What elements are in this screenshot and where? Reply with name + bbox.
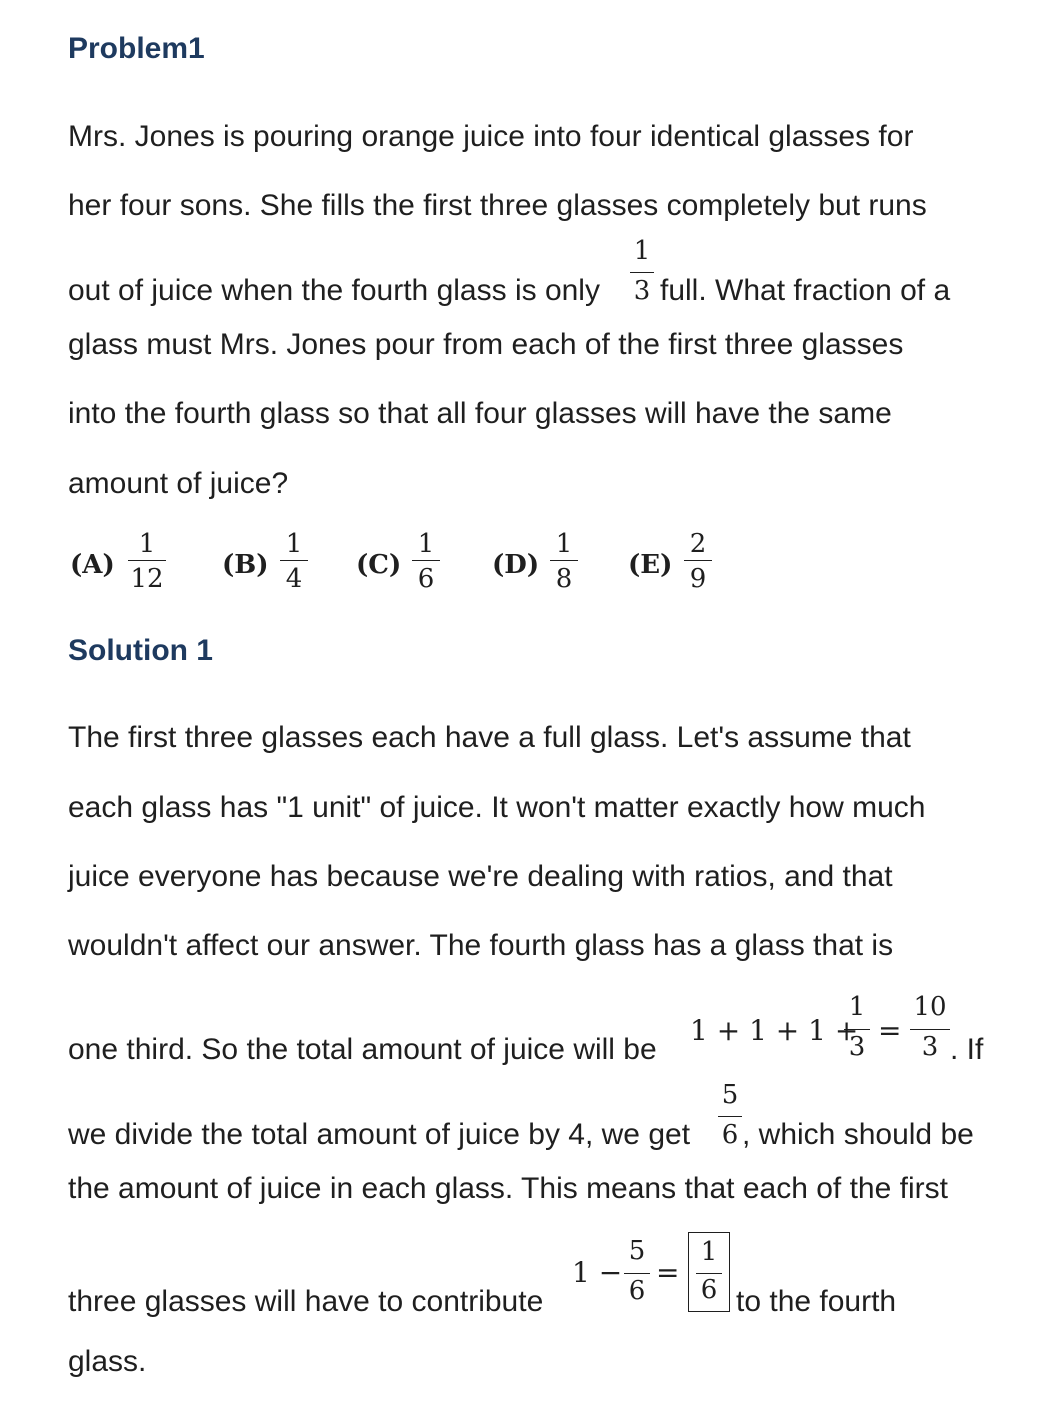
choice-label: (D) bbox=[492, 550, 540, 580]
fraction-bar bbox=[630, 272, 654, 273]
answer-choices bbox=[68, 528, 768, 608]
solution-line-8: three glasses will have to contribute bbox=[68, 1285, 544, 1318]
solution-line-5: one third. So the total amount of juice will be bbox=[68, 1033, 657, 1066]
choice-label: (E) bbox=[628, 550, 673, 580]
problem-line-2: her four sons. She fills the first three glasses completely but runs bbox=[68, 189, 927, 222]
problem-line-3-cont: full. What fraction of a bbox=[660, 274, 951, 307]
fraction-numerator: 5 bbox=[721, 1080, 739, 1110]
problem-line-5: into the fourth glass so that all four glasses will have the same bbox=[68, 397, 892, 430]
fraction-denominator: 6 bbox=[721, 1120, 739, 1150]
solution-line-3: juice everyone has because we're dealing with ratios, and that bbox=[68, 860, 893, 893]
choice-fraction bbox=[412, 528, 440, 593]
fraction-five-sixths bbox=[718, 1080, 742, 1152]
fraction-numerator: 10 bbox=[913, 992, 947, 1022]
answer-box bbox=[688, 1232, 730, 1312]
choice-label: (A) bbox=[70, 550, 115, 580]
fraction-bar bbox=[624, 1273, 650, 1274]
fraction-denominator: 3 bbox=[633, 276, 651, 306]
choice-numerator: 1 bbox=[285, 529, 303, 559]
fraction-numerator: 5 bbox=[628, 1236, 646, 1266]
solution-line-4: wouldn't affect our answer. The fourth glass has a glass that is bbox=[68, 929, 894, 962]
equals-sign: = bbox=[878, 1014, 902, 1047]
equals-sign: = bbox=[656, 1256, 680, 1289]
choice-fraction bbox=[128, 528, 166, 593]
equation-prefix: 1 − bbox=[572, 1256, 623, 1289]
choice-numerator: 1 bbox=[138, 529, 156, 559]
solution-line-1: The first three glasses each have a full glass. Let's assume that bbox=[68, 721, 911, 754]
equation-prefix: 1 + 1 + 1 + bbox=[690, 1014, 859, 1047]
fraction-denominator: 3 bbox=[848, 1032, 866, 1062]
choice-fraction bbox=[684, 528, 712, 593]
fraction-numerator: 1 bbox=[700, 1237, 718, 1267]
solution-heading: Solution 1 bbox=[68, 634, 213, 667]
solution-line-6: we divide the total amount of juice by 4, we get bbox=[68, 1118, 691, 1151]
choice-fraction bbox=[280, 528, 308, 593]
choice-fraction bbox=[550, 528, 578, 593]
problem-line-4: glass must Mrs. Jones pour from each of the first three glasses bbox=[68, 328, 904, 361]
solution-line-2: each glass has "1 unit" of juice. It won't matter exactly how much bbox=[68, 791, 926, 824]
choice-numerator: 1 bbox=[417, 529, 435, 559]
fraction-ten-thirds bbox=[910, 992, 950, 1068]
choice-denominator: 4 bbox=[285, 564, 303, 594]
choice-numerator: 1 bbox=[555, 529, 573, 559]
choice-denominator: 8 bbox=[555, 564, 573, 594]
solution-line-7: the amount of juice in each glass. This means that each of the first bbox=[68, 1172, 948, 1205]
solution-line-6-cont: , which should be bbox=[742, 1118, 974, 1151]
solution-line-9: glass. bbox=[68, 1345, 147, 1378]
fraction-five-sixths bbox=[624, 1236, 650, 1312]
solution-line-5-cont: . If bbox=[950, 1033, 984, 1066]
fraction-answer bbox=[696, 1237, 722, 1309]
fraction-numerator: 1 bbox=[848, 992, 866, 1022]
choice-denominator: 6 bbox=[417, 564, 435, 594]
choice-label: (C) bbox=[356, 550, 402, 580]
fraction-numerator: 1 bbox=[633, 236, 651, 266]
fraction-bar bbox=[844, 1029, 870, 1030]
problem-heading: Problem1 bbox=[68, 32, 205, 65]
fraction-bar bbox=[910, 1029, 950, 1030]
problem-line-3: out of juice when the fourth glass is only bbox=[68, 274, 600, 307]
problem-line-6: amount of juice? bbox=[68, 467, 289, 500]
choice-denominator: 9 bbox=[689, 564, 707, 594]
problem-line-1: Mrs. Jones is pouring orange juice into four identical glasses for bbox=[68, 120, 914, 153]
choice-label: (B) bbox=[222, 550, 269, 580]
fraction-bar bbox=[696, 1273, 722, 1274]
fraction-denominator: 6 bbox=[700, 1275, 718, 1305]
fraction-denominator: 6 bbox=[628, 1276, 646, 1306]
fraction-one-third bbox=[630, 236, 654, 308]
solution-line-8-cont: to the fourth bbox=[736, 1285, 897, 1318]
fraction-bar bbox=[718, 1116, 742, 1117]
fraction-one-third bbox=[844, 992, 870, 1068]
fraction-denominator: 3 bbox=[921, 1032, 939, 1062]
choice-denominator: 12 bbox=[130, 564, 164, 594]
choice-numerator: 2 bbox=[689, 529, 707, 559]
